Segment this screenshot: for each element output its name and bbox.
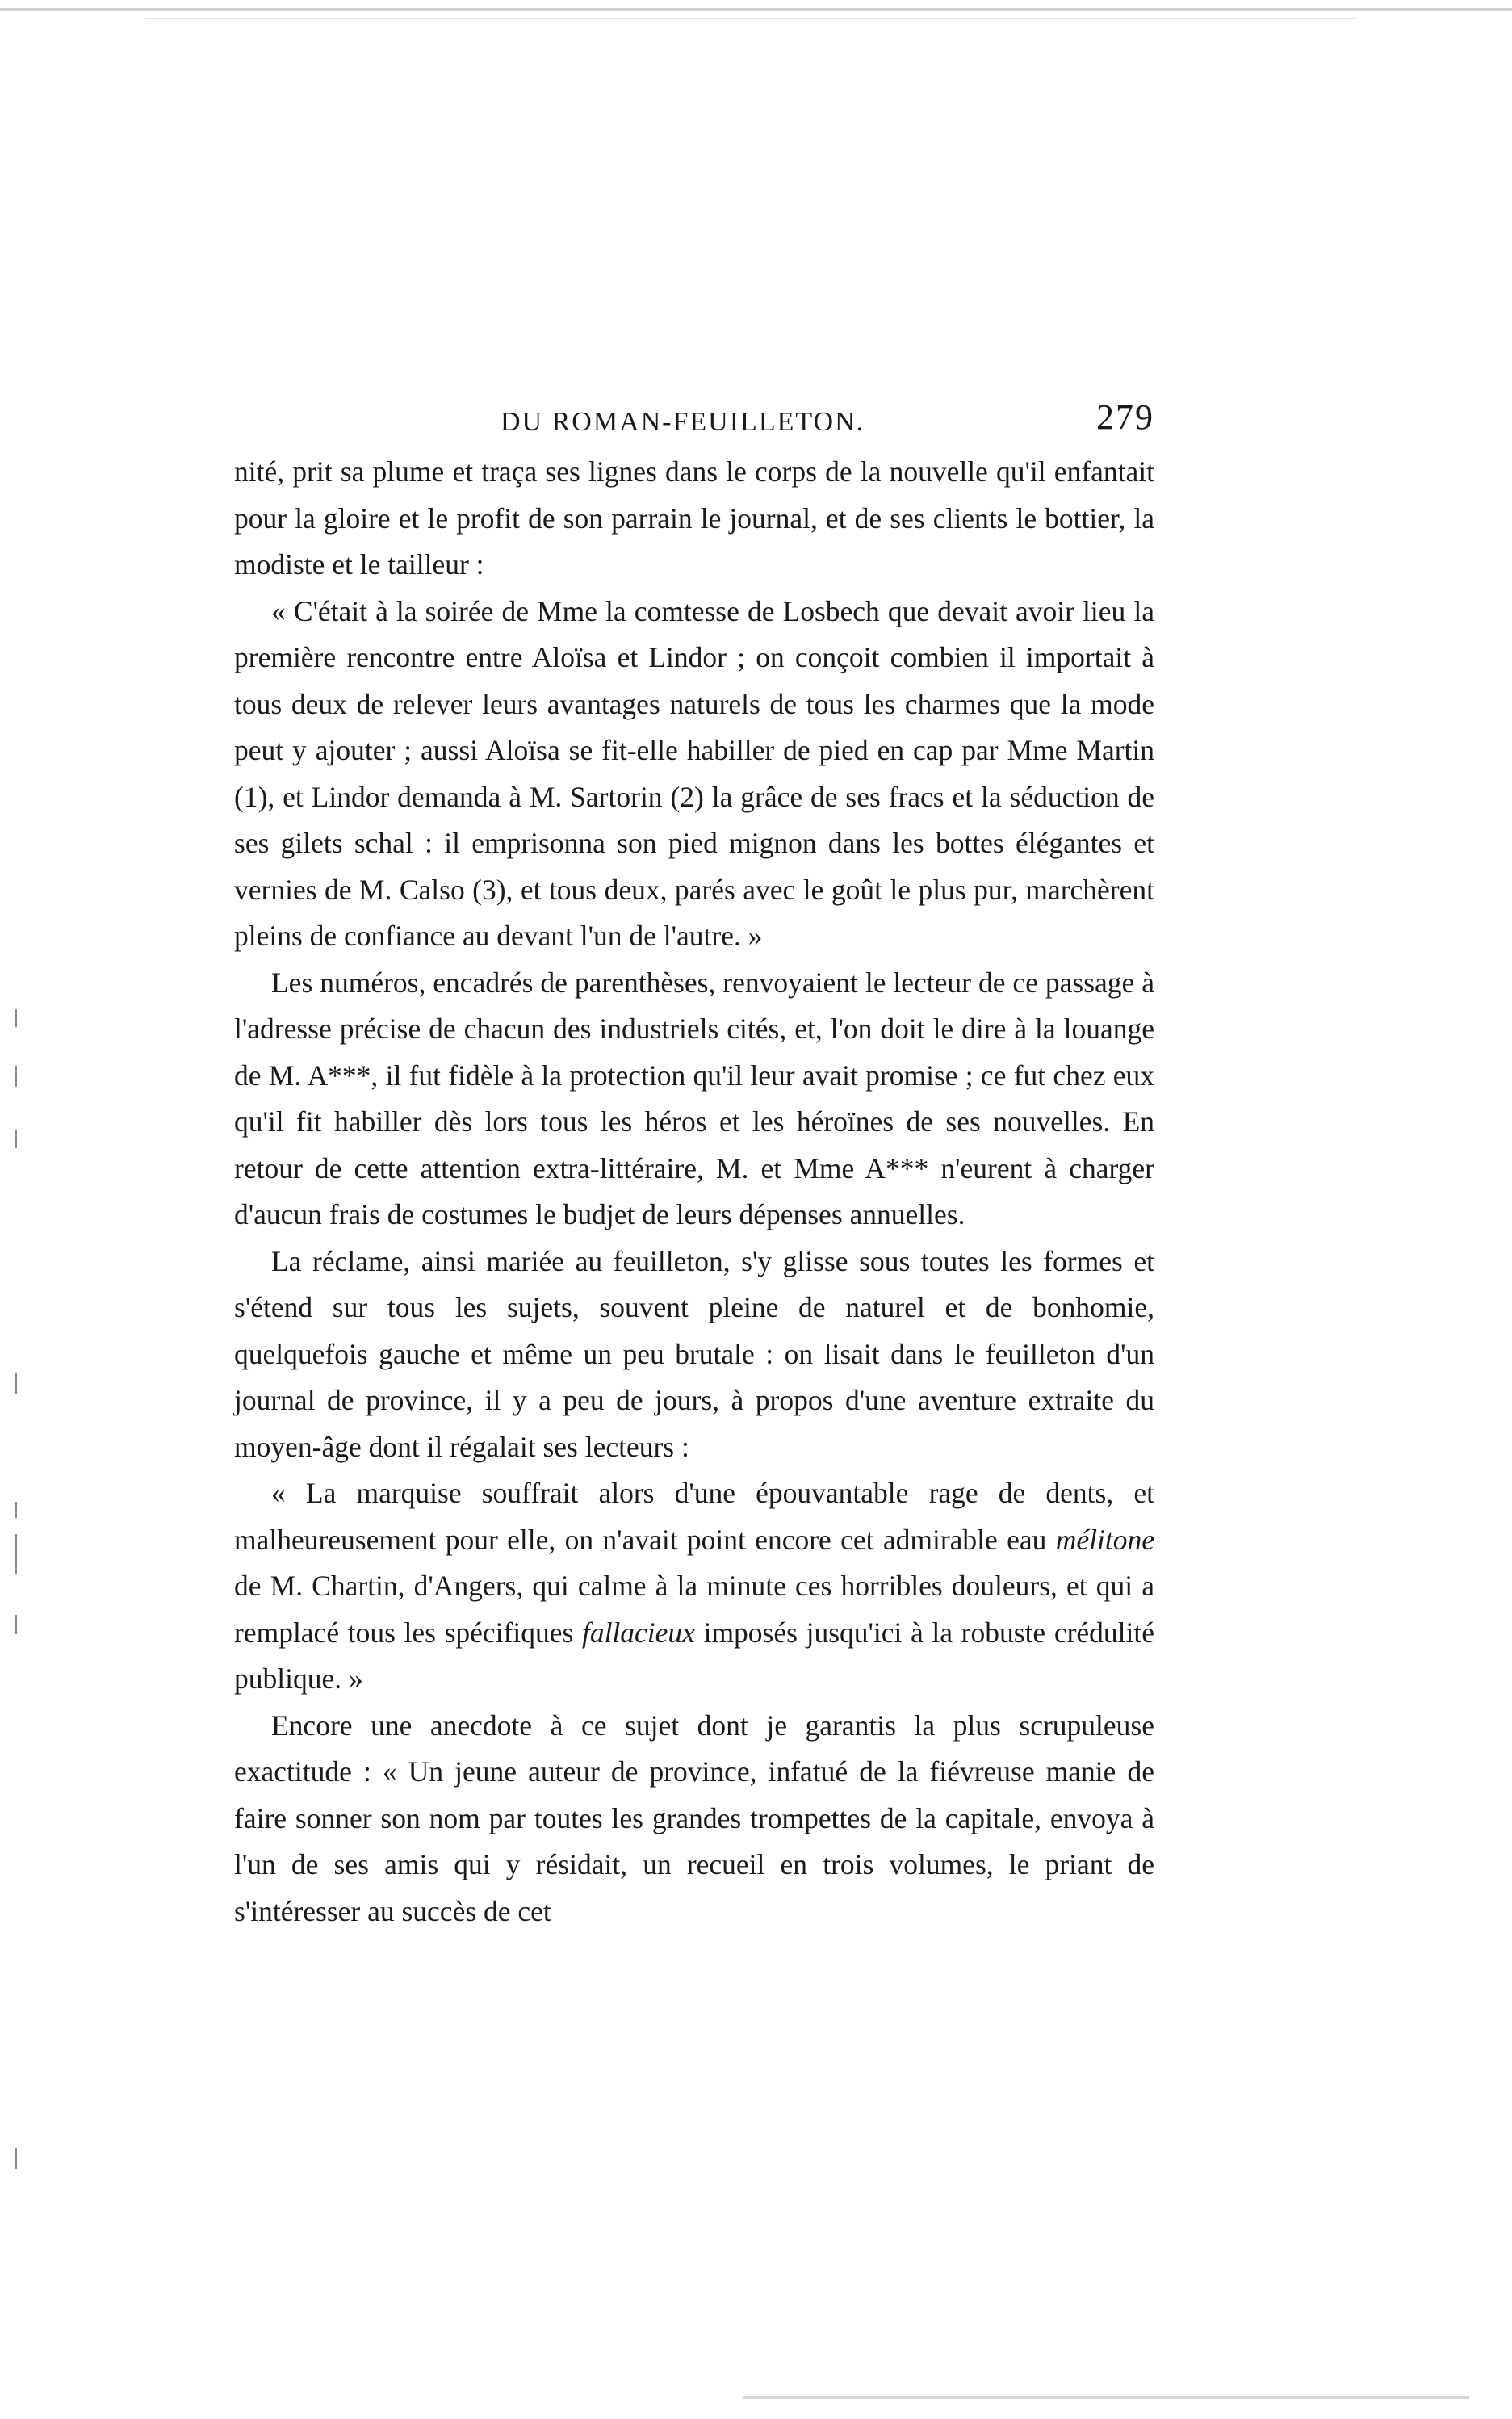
body-text	[234, 449, 1154, 1935]
scan-margin-mark	[15, 1066, 17, 1087]
paragraph-p1	[234, 449, 1154, 589]
text-run: « C'était à la soirée de Mme la comtesse de Losbech que devait avoir lieu la première rencontre entre Aloïsa et Lindor ; on conçoit combien il importait à tous deux de relever leurs avantages naturels de tous les charmes que la mode peut y ajouter ; aussi Aloïsa se fit-elle habiller de pied en cap par Mme Martin (1), et Lindor demanda à M. Sartorin (2) la grâce de ses fracs et la séduction de ses gilets schal : il emprisonna son pied mignon dans les bottes élégantes et vernies de M. Calso (3), et tous deux, parés avec le goût le plus pur, marchèrent pleins de confiance au devant l'un de l'autre. »	[234, 594, 1154, 952]
scan-margin-mark	[15, 1009, 17, 1027]
scan-margin-mark	[15, 1373, 17, 1394]
scan-margin-mark	[15, 1502, 17, 1518]
text-run: imposés jusqu'ici à la robuste crédulité publique. »	[234, 1616, 1155, 1695]
text-run: nité, prit sa plume et traça ses lignes dans le corps de la nouvelle qu'il enfantait pour la gloire et le profit de son parrain le journal, et de ses clients le bottier, la modiste et le tailleur :	[234, 455, 1154, 581]
italic-text: fallacieux	[581, 1616, 695, 1649]
italic-text: mélitone	[1055, 1523, 1154, 1556]
text-run: « La marquise souffrait alors d'une épouvantable rage de dents, et malheureusement pour elle, on n'avait point encore cet admirable eau	[234, 1477, 1154, 1556]
paragraph-p4	[234, 1239, 1154, 1471]
paragraph-p3	[234, 960, 1154, 1239]
scan-bottom-edge	[743, 2396, 1469, 2399]
text-run: de M. Chartin, d'Angers, qui calme à la minute ces horribles douleurs, et qui a remplacé tous les spécifiques	[234, 1570, 1154, 1649]
scan-top-edge	[0, 8, 1512, 11]
running-title: DU ROMAN-FEUILLETON.	[501, 407, 865, 437]
text-run: La réclame, ainsi mariée au feuilleton, s'y glisse sous toutes les formes et s'étend sur tous les sujets, souvent pleine de naturel et de bonhomie, quelquefois gauche et même un peu brutale : on lisait dans le feuilleton d'un journal de province, il y a peu de jours, à propos d'une aventure extraite du moyen-âge dont il régalait ses lecteurs :	[234, 1244, 1154, 1463]
scan-margin-mark	[15, 1615, 17, 1634]
book-page	[234, 388, 1154, 1935]
paragraph-p6	[234, 1703, 1154, 1935]
text-run: Encore une anecdote à ce sujet dont je garantis la plus scrupuleuse exactitude : « Un jeune auteur de province, infatué de la fiévreuse manie de faire sonner son nom par toutes les grandes trompettes de la capitale, envoya à l'un de ses amis qui y résidait, un recueil en trois volumes, le priant de s'intéresser au succès de cet	[234, 1708, 1154, 1927]
running-head	[234, 388, 1154, 438]
scan-margin-mark	[15, 1130, 17, 1148]
scan-top-edge-secondary	[145, 18, 1356, 19]
scan-margin-mark	[15, 1534, 17, 1574]
text-run: Les numéros, encadrés de parenthèses, renvoyaient le lecteur de ce passage à l'adresse précise de chacun des industriels cités, et, l'on doit le dire à la louange de M. A***, il fut fidèle à la protection qu'il leur avait promise ; ce fut chez eux qu'il fit habiller dès lors tous les héros et les héroïnes de ses nouvelles. En retour de cette attention extra-littéraire, M. et Mme A*** n'eurent à charger d'aucun frais de costumes le budjet de leurs dépenses annuelles.	[234, 966, 1154, 1230]
page-number: 279	[1096, 397, 1154, 437]
paragraph-p5	[234, 1470, 1154, 1703]
paragraph-p2	[234, 589, 1154, 960]
scan-margin-mark	[15, 2148, 17, 2169]
